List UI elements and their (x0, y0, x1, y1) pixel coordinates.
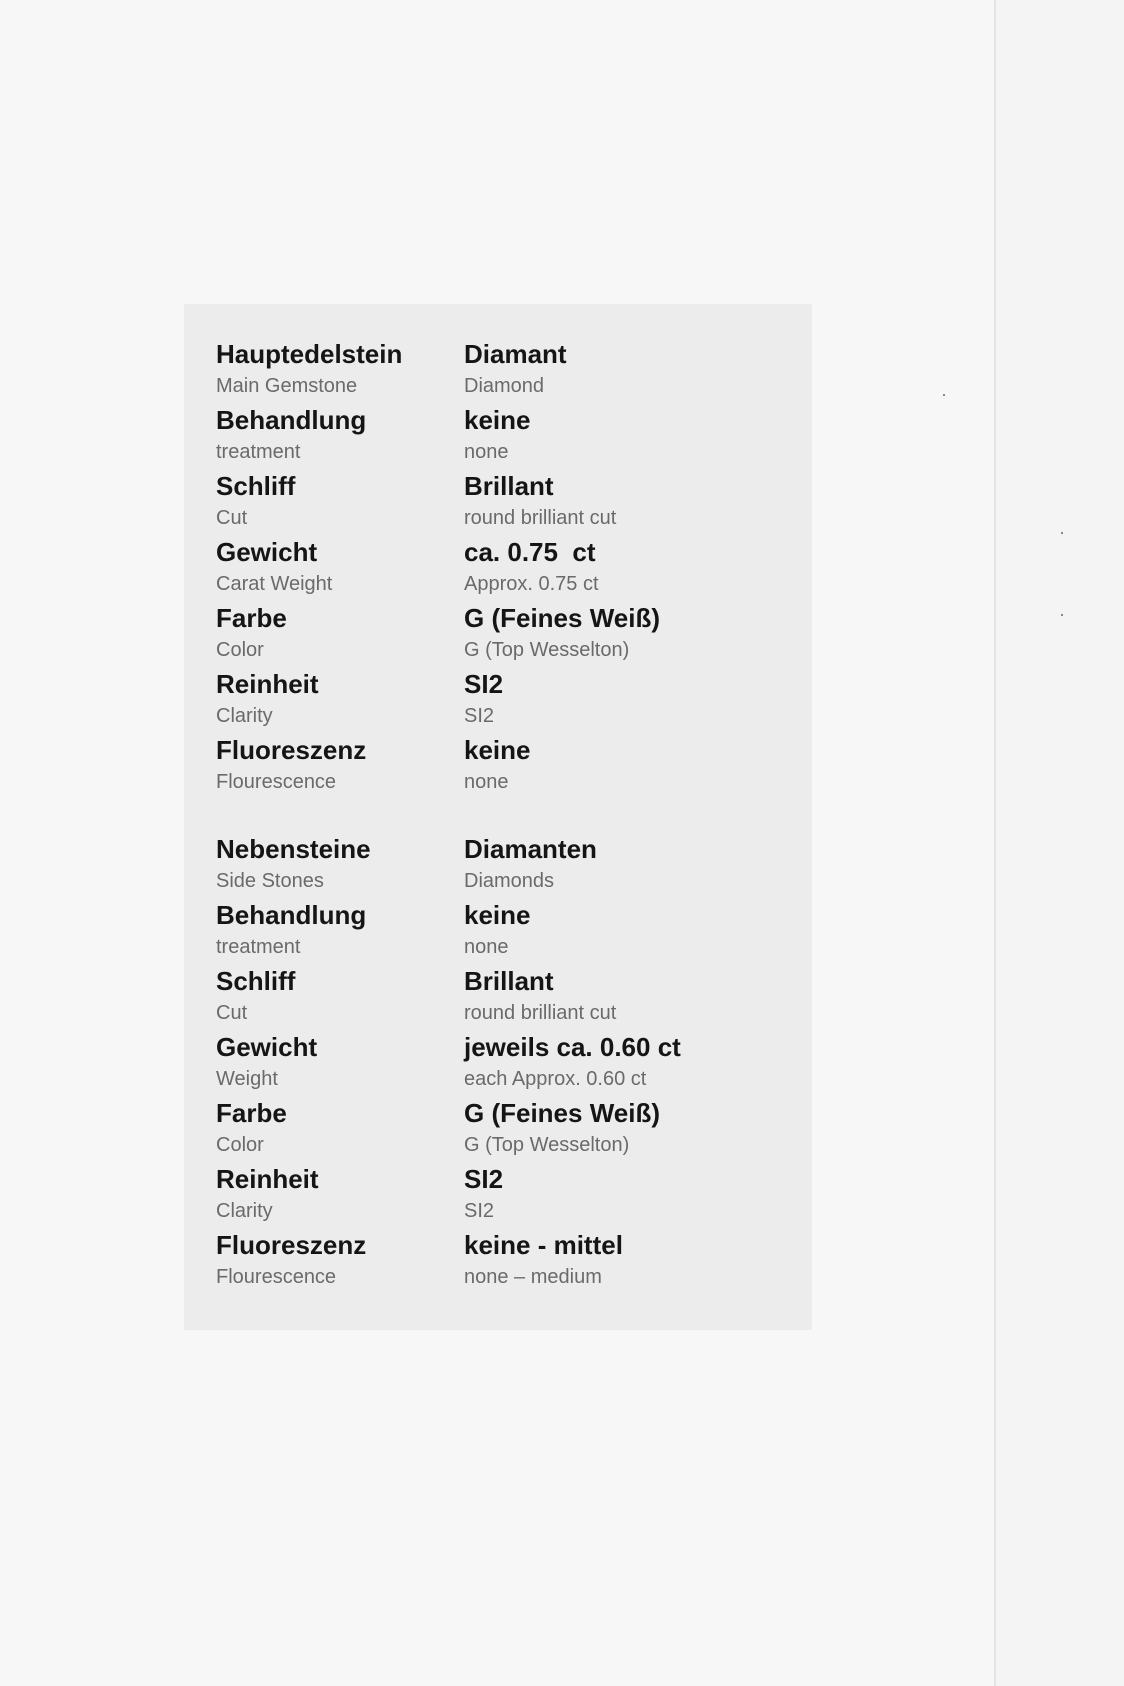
scan-speck (1061, 614, 1063, 616)
spec-value: Diamant (464, 339, 567, 369)
spec-label-translation: Cut (216, 507, 248, 529)
spec-value-translation: none (464, 771, 509, 793)
spec-value: G (Feines Weiß) (464, 603, 660, 633)
spec-label: Nebensteine (216, 834, 371, 864)
gemstone-spec-card (184, 304, 812, 1330)
spec-value: keine (464, 735, 531, 765)
spec-label-translation: treatment (216, 441, 301, 463)
spec-value-translation: G (Top Wesselton) (464, 1134, 630, 1156)
spec-value: SI2 (464, 1164, 504, 1194)
spec-value-translation: each Approx. 0.60 ct (464, 1068, 647, 1090)
spec-value-translation: SI2 (464, 1200, 495, 1222)
spec-label-translation: Flourescence (216, 1266, 337, 1288)
spec-label-translation: Side Stones (216, 870, 324, 892)
spec-value-translation: round brilliant cut (464, 1002, 617, 1024)
spec-label: Schliff (216, 966, 296, 996)
spec-value-translation: none (464, 441, 509, 463)
spec-label-translation: treatment (216, 936, 301, 958)
side-stones-section (216, 832, 796, 1294)
spec-label-translation: Color (216, 639, 264, 661)
spec-value: SI2 (464, 669, 504, 699)
spec-label: Behandlung (216, 405, 367, 435)
spec-value: ca. 0.75 ct (464, 537, 596, 567)
spec-row-weight (216, 535, 796, 601)
spec-label: Hauptedelstein (216, 339, 403, 369)
spec-row-main-gemstone (216, 337, 796, 403)
spec-label: Reinheit (216, 669, 319, 699)
main-stone-section (216, 337, 796, 799)
spec-label: Fluoreszenz (216, 1230, 367, 1260)
scan-speck (1061, 532, 1063, 534)
spec-row-color (216, 1096, 796, 1162)
spec-value-translation: Diamond (464, 375, 545, 397)
spec-row-treatment (216, 898, 796, 964)
spec-value-translation: none (464, 936, 509, 958)
scan-speck (943, 394, 945, 396)
spec-label-translation: Color (216, 1134, 264, 1156)
spec-row-color (216, 601, 796, 667)
spec-value-translation: Diamonds (464, 870, 555, 892)
spec-row-side-stones (216, 832, 796, 898)
spec-value: jeweils ca. 0.60 ct (464, 1032, 681, 1062)
spec-label-translation: Main Gemstone (216, 375, 358, 397)
spec-value-translation: none – medium (464, 1266, 602, 1288)
spec-row-fluorescence (216, 733, 796, 799)
spec-value: keine - mittel (464, 1230, 623, 1260)
spec-label: Reinheit (216, 1164, 319, 1194)
spec-label-translation: Weight (216, 1068, 278, 1090)
spec-label: Fluoreszenz (216, 735, 367, 765)
spec-row-cut (216, 964, 796, 1030)
spec-label: Schliff (216, 471, 296, 501)
spec-label: Gewicht (216, 1032, 318, 1062)
page-fold (994, 0, 996, 1686)
spec-label-translation: Clarity (216, 705, 273, 727)
spec-value: keine (464, 900, 531, 930)
spec-label: Farbe (216, 1098, 287, 1128)
spec-value-translation: G (Top Wesselton) (464, 639, 630, 661)
spec-value-translation: SI2 (464, 705, 495, 727)
spec-label-translation: Flourescence (216, 771, 337, 793)
spec-label-translation: Cut (216, 1002, 248, 1024)
spec-value: Diamanten (464, 834, 597, 864)
spec-row-clarity (216, 1162, 796, 1228)
spec-label: Farbe (216, 603, 287, 633)
adjacent-page (996, 0, 1124, 1686)
spec-value-translation: round brilliant cut (464, 507, 617, 529)
spec-row-treatment (216, 403, 796, 469)
spec-label-translation: Carat Weight (216, 573, 333, 595)
spec-row-weight (216, 1030, 796, 1096)
spec-value: Brillant (464, 966, 554, 996)
spec-row-cut (216, 469, 796, 535)
spec-label-translation: Clarity (216, 1200, 273, 1222)
spec-value: G (Feines Weiß) (464, 1098, 660, 1128)
spec-label: Gewicht (216, 537, 318, 567)
spec-value: keine (464, 405, 531, 435)
spec-label: Behandlung (216, 900, 367, 930)
spec-value: Brillant (464, 471, 554, 501)
spec-row-clarity (216, 667, 796, 733)
spec-row-fluorescence (216, 1228, 796, 1294)
spec-value-translation: Approx. 0.75 ct (464, 573, 599, 595)
